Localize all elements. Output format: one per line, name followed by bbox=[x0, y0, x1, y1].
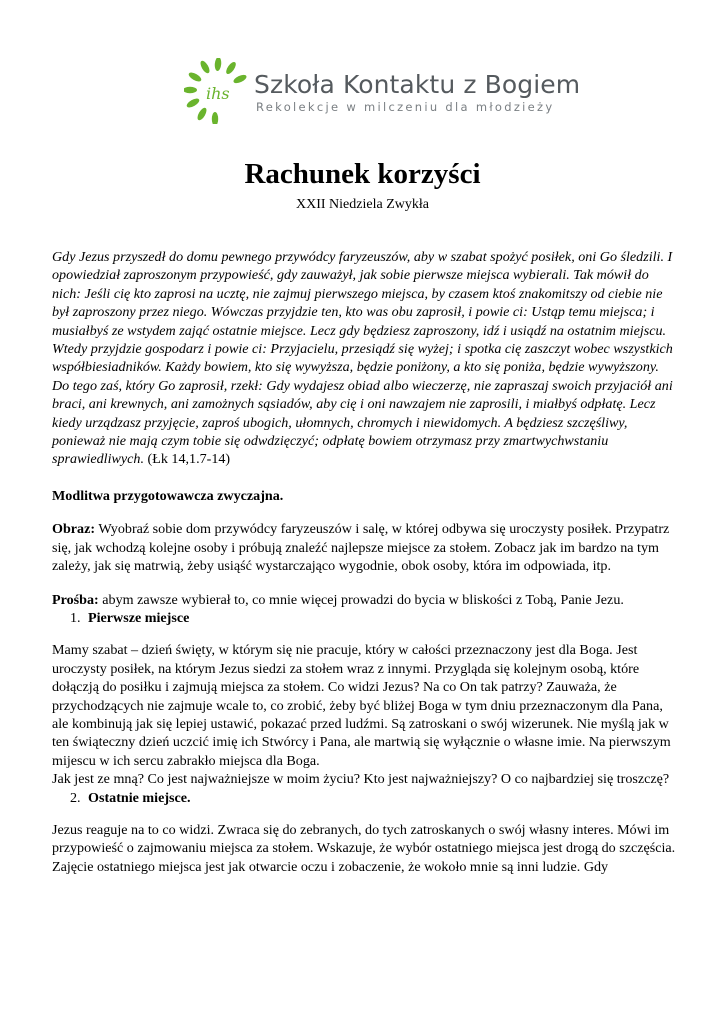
prayer-text: Modlitwa przygotowawcza zwyczajna. bbox=[52, 487, 284, 504]
prosba-label: Prośba: bbox=[52, 591, 99, 608]
point-1-text: Mamy szabat – dzień święty, w którym się nie pracuje, który w całości przeznaczony jest dla Boga. Jest uroczysty posiłek, na którym Jezus siedzi za stołem wraz z innymi. Przygląda się kolejnym osobą, które dołączją do posiłku i zajmują miejsca za stołem. Co widzi Jezus? Na co On tak patrzy? Zauważa, że przychodzących nie zajmuje wcale to, co zrobić, żeby być bliżej Boga w tym dniu przeznaczonym dla Pana, ale kombinują jak się lepiej ustawić, pokazać przed ludźmi. Są zatroskani o swój wizerunek. Nie myślą jak w ten świąteczny dzień uczcić imię ich Stwórcy i Pana, ale martwią się wyłącznie o własne imie. Na pierwszym mijescu w ich sercu zabrakło miejsca dla Boga. bbox=[52, 642, 671, 769]
gospel-reference: (Łk 14,1.7-14) bbox=[147, 451, 231, 468]
point-2-title: Ostatnie miejsce. bbox=[88, 789, 191, 806]
sun-logo-icon bbox=[184, 58, 250, 124]
obraz-paragraph bbox=[52, 520, 677, 575]
point-1-heading bbox=[52, 609, 677, 627]
obraz-label: Obraz: bbox=[52, 521, 96, 538]
point-1-number: 1. bbox=[70, 609, 81, 626]
obraz-text: Wyobraź sobie dom przywódcy faryzeuszów i salę, w której odbywa się uroczysty posiłek. Przypatrz się, jak wchodzą kolejne osoby i próbują znaleźć najlepsze miejsce za stołem. Zobacz jak im bardzo na tym zależy, jak się matrwią, żeby usiąść wystarczająco wygodnie, obok osoby, która im odpowiada, itp. bbox=[52, 521, 670, 575]
document-body bbox=[52, 248, 677, 876]
point-2-heading bbox=[52, 789, 677, 807]
logo-subtitle: Rekolekcje w milczeniu dla młodzieży bbox=[256, 100, 555, 114]
page-title: Rachunek korzyści bbox=[244, 158, 481, 190]
ihs-monogram: ihs bbox=[206, 84, 230, 103]
gospel-passage bbox=[52, 248, 677, 469]
point-2-continuation: Zajęcie ostatniego miejsca jest jak otwarcie oczu i zobaczenie, że wokoło mnie są inni ludzie. Gdy bbox=[52, 858, 609, 875]
prosba-text: abym zawsze wybierał to, co mnie więcej prowadzi do bycia w bliskości z Tobą, Panie Jezu. bbox=[102, 591, 624, 608]
gospel-text: Gdy Jezus przyszedł do domu pewnego przywódcy faryzeuszów, aby w szabat spożyć posiłek, oni Go śledzili. I opowiedział zaproszonym przypowieść, gdy zauważył, jak sobie pierwsze miejsca wybierali. Tak mówił do nich: Jeśli cię kto zaprosi na ucztę, nie zajmuj pierwszego miejsca, by czasem ktoś znakomitszy od ciebie nie był zaproszony przez niego. Wówczas przyjdzie ten, kto was obu zaprosił, i powie ci: Ustąp temu miejsca; i musiałbyś ze wstydem zająć ostatnie miejsce. Lecz gdy będziesz zaproszony, idź i usiądź na ostatnim miejscu. Wtedy przyjdzie gospodarz i powie ci: Przyjacielu, przesiądź się wyżej; i spotka cię zaszczyt wobec wszystkich współbiesiadników. Każdy bowiem, kto się wywyższa, będzie poniżony, a kto się poniża, będzie wywyższony. Do tego zaś, który Go zaprosił, rzekł: Gdy wydajesz obiad albo wieczerzę, nie zapraszaj swoich przyjaciół ani braci, ani krewnych, ani zamożnych sąsiadów, aby cię i oni nawzajem nie zaprosili, i miałbyś odpłatę. Lecz kiedy urządzasz przyjęcie, zaproś ubogich, ułomnych, chromych i niewidomych. A będziesz szczęśliwy, ponieważ nie mają czym tobie się odwdzięczyć; odpłatę bowiem otrzymasz przy zmartwychwstaniu sprawiedliwych. bbox=[52, 249, 673, 468]
page-subtitle: XXII Niedziela Zwykła bbox=[296, 197, 429, 212]
point-1-title: Pierwsze miejsce bbox=[88, 609, 190, 626]
point-1-question: Jak jest ze mną? Co jest najważniejsze w moim życiu? Kto jest najważniejszy? O co najbardziej się troszczę? bbox=[52, 771, 670, 788]
prayer-heading bbox=[52, 487, 677, 505]
point-2-number: 2. bbox=[70, 789, 81, 806]
prosba-paragraph bbox=[52, 591, 677, 609]
point-2-text: Jezus reaguje na to co widzi. Zwraca się do zebranych, do tych zatroskanych o swój własny interes. Mówi im przypowieść o zajmowaniu miejsca za stołem. Wskazuje, że wybór ostatniego miejsca jest drogą do szczęścia. bbox=[52, 821, 676, 857]
logo-title: Szkoła Kontaktu z Bogiem bbox=[254, 70, 581, 99]
logo bbox=[184, 58, 581, 128]
